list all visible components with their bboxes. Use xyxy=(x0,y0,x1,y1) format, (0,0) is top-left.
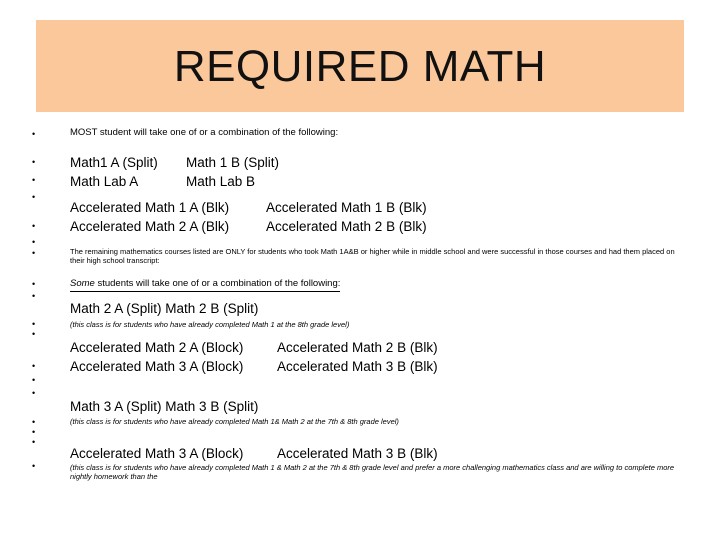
course-acc-math2b-block: Accelerated Math 2 B (Blk) xyxy=(277,340,438,355)
bullet-icon: • xyxy=(32,279,36,289)
some-students-rest: students will take one of or a combination of the following: xyxy=(94,278,341,289)
bullet-icon: • xyxy=(32,192,36,202)
course-acc-math3b-block: Accelerated Math 3 B (Blk) xyxy=(277,359,438,374)
acc-math3-note: (this class is for students who have already completed Math 1 & Math 2 at the 7th & 8th grade level and prefer a more challenging mathematics class and are willing to complete more nightly homework than the xyxy=(70,463,675,481)
math3-note: (this class is for students who have already completed Math 1& Math 2 at the 7th & 8th grade level) xyxy=(70,417,399,426)
course-math1a: Math1 A (Split) xyxy=(70,155,158,170)
bullet-icon: • xyxy=(32,461,36,471)
bullet-icon: • xyxy=(32,427,36,437)
course-math3: Math 3 A (Split) Math 3 B (Split) xyxy=(70,399,259,414)
course-acc-math2a: Accelerated Math 2 A (Blk) xyxy=(70,219,230,234)
bullet-icon: • xyxy=(32,129,36,139)
bullet-icon: • xyxy=(32,361,36,371)
course-mathlab-a: Math Lab A xyxy=(70,174,139,189)
course-acc-math2a-block: Accelerated Math 2 A (Block) xyxy=(70,340,244,355)
course-acc-math3b-c: Accelerated Math 3 B (Blk) xyxy=(277,446,438,461)
course-math1b: Math 1 B (Split) xyxy=(186,155,280,170)
course-acc-math3a-c: Accelerated Math 3 A (Block) xyxy=(70,446,244,461)
bullet-icon: • xyxy=(32,329,36,339)
course-acc-math1b: Accelerated Math 1 B (Blk) xyxy=(266,200,427,215)
bullet-icon: • xyxy=(32,375,36,385)
title-banner xyxy=(36,20,684,112)
bullet-icon: • xyxy=(32,237,36,247)
bullet-icon: • xyxy=(32,319,36,329)
course-acc-math2b: Accelerated Math 2 B (Blk) xyxy=(266,219,427,234)
course-math2: Math 2 A (Split) Math 2 B (Split) xyxy=(70,301,259,316)
bullet-icon: • xyxy=(32,388,36,398)
bullet-icon: • xyxy=(32,175,36,185)
course-acc-math3a-block: Accelerated Math 3 A (Block) xyxy=(70,359,244,374)
remaining-courses-note: The remaining mathematics courses listed are ONLY for students who took Math 1A&B or higher while in middle school and were successful in those courses and had them placed on their high school transcript: xyxy=(70,247,675,265)
bullet-icon: • xyxy=(32,157,36,167)
bullet-icon: • xyxy=(32,417,36,427)
some-emphasis: Some xyxy=(70,278,95,289)
bullet-icon: • xyxy=(32,221,36,231)
intro-text: MOST student will take one of or a combination of the following: xyxy=(70,127,339,138)
bullet-icon: • xyxy=(32,291,36,301)
bullet-icon: • xyxy=(32,437,36,447)
math2-note: (this class is for students who have already completed Math 1 at the 8th grade level) xyxy=(70,320,350,329)
course-mathlab-b: Math Lab B xyxy=(186,174,256,189)
course-acc-math1a: Accelerated Math 1 A (Blk) xyxy=(70,200,230,215)
some-students-text xyxy=(70,278,340,292)
bullet-icon: • xyxy=(32,248,36,258)
page-title: REQUIRED MATH xyxy=(173,42,547,91)
